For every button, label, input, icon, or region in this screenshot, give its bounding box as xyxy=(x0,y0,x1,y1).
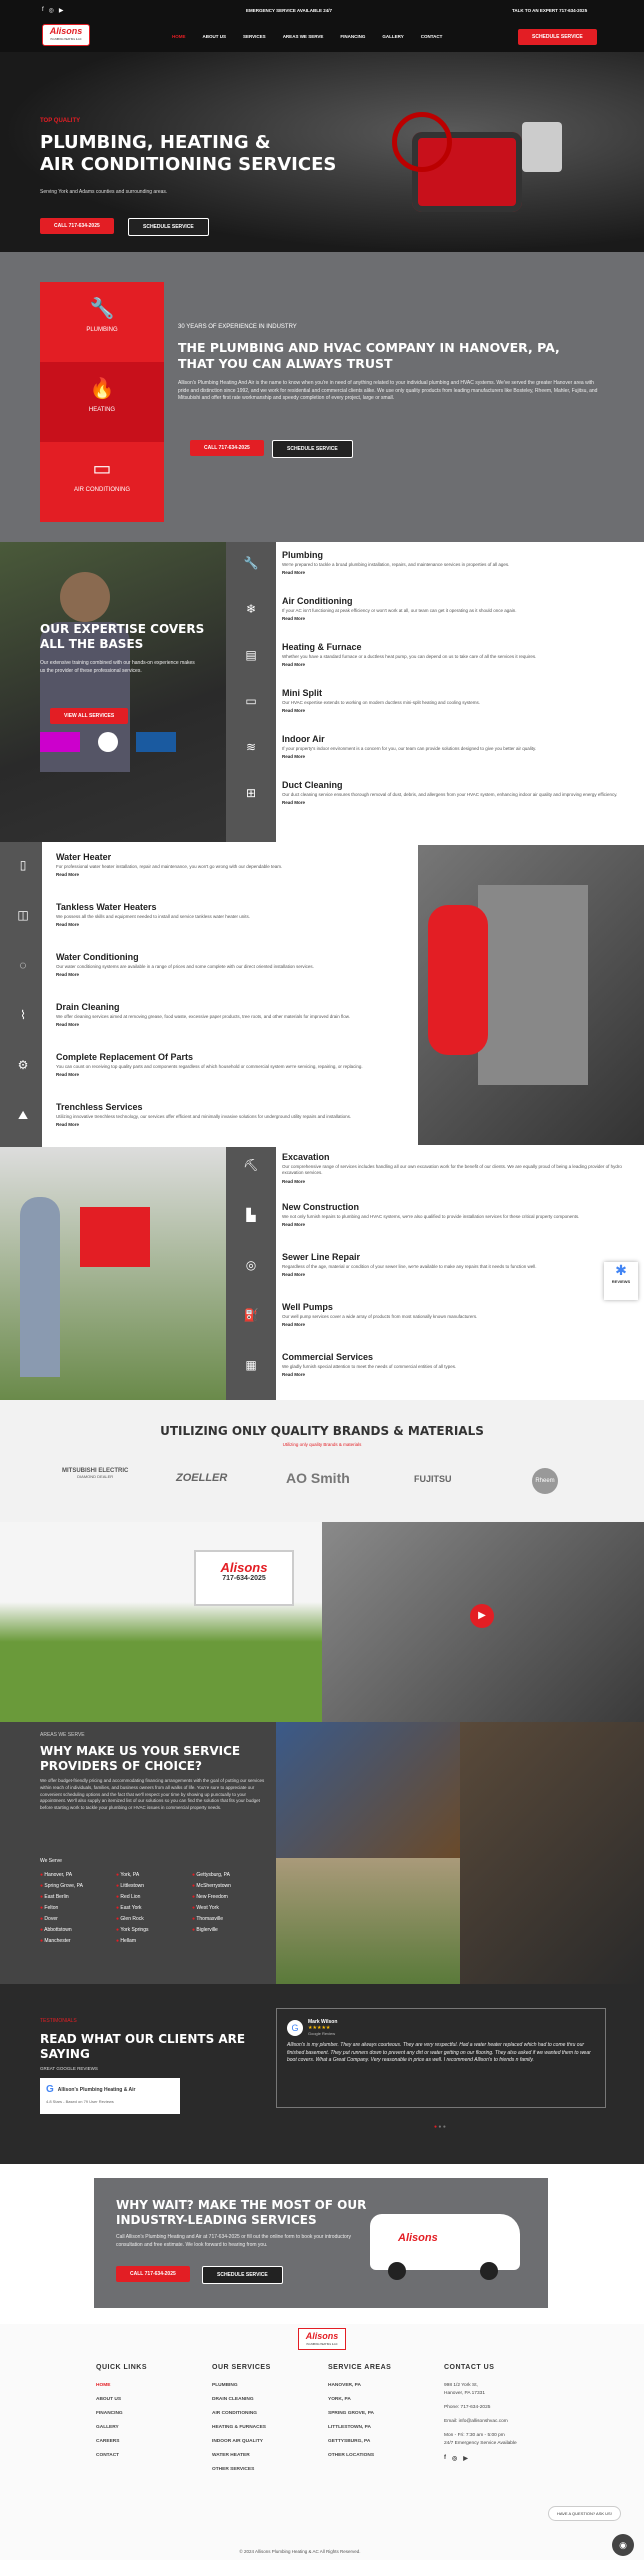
service-desc: For professional water heater installation, repair and maintenance, you won't go wrong with our dependable team. xyxy=(56,864,283,869)
service-item xyxy=(282,688,632,713)
footer-logo[interactable]: Alisons PLUMBING HEATING & AC xyxy=(298,2328,346,2350)
read-more-link[interactable]: Read More xyxy=(282,1272,306,1278)
read-more-link[interactable]: Read More xyxy=(282,754,306,760)
google-logo-icon: G xyxy=(46,2084,54,2095)
service-title[interactable]: Heating & Furnace xyxy=(282,642,362,652)
list-item[interactable]: AIR CONDITIONING xyxy=(212,2411,258,2416)
service-desc: Whether you have a standard furnace or a ductless heat pump, you can depend on us to take care of all the services it requires. xyxy=(282,654,537,659)
cta-title: WHY WAIT? MAKE THE MOST OF OUR INDUSTRY-LEADING SERVICES xyxy=(116,2198,367,2227)
furnace-icon: ▤ xyxy=(245,648,257,662)
flame-icon: 🔥 xyxy=(89,378,115,400)
site-header xyxy=(0,0,644,52)
main-nav xyxy=(172,34,442,39)
service-item xyxy=(282,1202,632,1227)
service-desc: Our duct cleaning service ensures thorough removal of dust, debris, and allergens from your HVAC system, enhancing indoor air quality and improving energy efficiency. xyxy=(282,792,618,797)
reviewer-avatar: G xyxy=(287,2020,303,2036)
review-card: G Mark Wilson ★★★★★ Google Review Allison's is my plumber. They are always courteous. They are very respectful. Had a water heater replaced which had to come thru our finished basement. They put runners down to prevent any dirt or water getting on our flooring. They also asked if we wanted them to wear boot covers. What a Great Company. Very reasonable in price as well. I recommend Allison's to friends n family. xyxy=(276,2008,606,2108)
read-more-link[interactable]: Read More xyxy=(56,972,80,978)
service-title[interactable]: Indoor Air xyxy=(282,734,325,744)
list-item[interactable]: INDOOR AIR QUALITY xyxy=(212,2439,263,2444)
facebook-icon[interactable]: f xyxy=(444,2455,446,2461)
expertise-photo xyxy=(0,542,226,842)
list-item: ● Thomasville xyxy=(192,1916,231,1922)
trust-body: Allison's Plumbing Heating And Air is the name to know when you're in need of anything related to your individual plumbing and HVAC systems. We've served the greater Hanover area with pride and distinction since 1992, and we work for residential and commercial clients alike. We use only quality products from leading manufacturers like Bosteley, Rheem, Mahler, Fujitsu, and Mitsubishi and offer first rate workmanship and speedy completion of every project, large or small. xyxy=(178,380,598,401)
emergency-text: EMERGENCY SERVICE AVAILABLE 24/7 xyxy=(246,8,333,13)
trust-section xyxy=(0,252,644,542)
list-item: ● East Berlin xyxy=(40,1894,83,1900)
service-desc: Our well pump services cover a wide array of products from most nationally known manufacturers. xyxy=(282,1314,478,1319)
service-item xyxy=(56,952,406,977)
tankless-icon: ◫ xyxy=(17,908,29,922)
list-item[interactable]: LITTLESTOWN, PA xyxy=(328,2425,371,2430)
list-item: ● Glen Rock xyxy=(116,1916,149,1922)
service-title[interactable]: Sewer Line Repair xyxy=(282,1252,361,1262)
expertise-body: Our extensive training combined with our hands-on experience makes us the provider of these professional services. xyxy=(40,660,195,674)
facebook-icon[interactable]: f xyxy=(42,7,44,13)
list-item[interactable]: CONTACT xyxy=(96,2453,120,2458)
list-item[interactable]: YORK, PA xyxy=(328,2397,351,2402)
service-desc: You can count on receiving top quality parts and components regardless of which household or commercial system we're servicing, repairing, or replacing. xyxy=(56,1064,363,1069)
star-rating-icon: ★★★★★ xyxy=(308,2025,331,2031)
list-item: ● Gettysburg, PA xyxy=(192,1872,231,1878)
list-item: ● Red Lion xyxy=(116,1894,149,1900)
sign-photo: Alisons 717-634-2025 xyxy=(0,1522,322,1722)
pipe-worker-photo xyxy=(276,1722,460,1858)
hero-title: PLUMBING, HEATING & AIR CONDITIONING SERVICES xyxy=(40,132,337,175)
social-icons xyxy=(42,7,64,14)
review-text: Allison's is my plumber. They are always courteous. They are very respectful. Had a water heater replaced which had to come thru our finished basement. They put runners down to prevent any dirt or water getting on our flooring. They also asked if we wanted them to wear boot covers. What a Great Company. Very reasonable in price as well. I recommend Allison's to friends n family. xyxy=(287,2042,591,2063)
service-desc: Our comprehensive range of services includes handling all our own excavation work for the benefit of our clients. We are equally proud of being a leading provider of hydro excavation services. xyxy=(282,1164,622,1176)
service-item xyxy=(56,852,406,877)
service-title[interactable]: Complete Replacement Of Parts xyxy=(56,1052,194,1062)
nav-gallery[interactable]: GALLERY xyxy=(382,34,404,39)
service-card-plumbing[interactable]: 🔧 PLUMBING xyxy=(40,282,164,362)
ac-unit-icon: ▭ xyxy=(92,458,112,480)
hero-eyebrow: TOP QUALITY xyxy=(40,118,81,124)
list-item: ● Hanover, PA xyxy=(40,1872,83,1878)
talk-expert-link[interactable]: TALK TO AN EXPERT 717-634-2025 xyxy=(512,8,588,13)
service-title[interactable]: Plumbing xyxy=(282,550,323,560)
service-card-ac[interactable]: ▭ AIR CONDITIONING xyxy=(40,442,164,522)
reviews-badge[interactable]: ✱ REVIEWS xyxy=(604,1262,638,1300)
logo[interactable]: Alisons PLUMBING HEATING & AC xyxy=(42,24,90,46)
read-more-link[interactable]: Read More xyxy=(282,662,306,668)
water-drop-icon: ◌ xyxy=(19,958,27,972)
instagram-icon[interactable]: ◎ xyxy=(452,2456,458,2462)
testimonials-title: READ WHAT OUR CLIENTS ARE SAYING xyxy=(40,2032,246,2061)
hero-schedule-button[interactable]: SCHEDULE SERVICE xyxy=(128,218,209,236)
list-item: ● Felton xyxy=(40,1905,83,1911)
service-desc: Utilizing innovative trenchless technology, our services offer efficient and minimally invasive solutions for underground utility repairs and installations. xyxy=(56,1114,352,1119)
list-item[interactable]: CAREERS xyxy=(96,2439,120,2444)
read-more-link[interactable]: Read More xyxy=(56,1122,80,1128)
carousel-dots[interactable]: ● ● ● xyxy=(434,2124,446,2130)
wrench-icon: 🔧 xyxy=(243,556,259,570)
gear-icon: ⚙ xyxy=(17,1058,29,1072)
service-desc: If your AC isn't functioning at peak efficiency or won't work at all, our team can get it operating as it should once again. xyxy=(282,608,517,613)
play-icon[interactable]: ▶ xyxy=(470,1604,494,1628)
service-title[interactable]: Drain Cleaning xyxy=(56,1002,120,1012)
read-more-link[interactable]: Read More xyxy=(282,570,306,576)
list-item: ● York Springs xyxy=(116,1927,149,1933)
brand-fujitsu: FUJITSU xyxy=(414,1474,452,1484)
service-title[interactable]: Trenchless Services xyxy=(56,1102,143,1112)
service-item xyxy=(56,1002,406,1027)
service-title[interactable]: Duct Cleaning xyxy=(282,780,343,790)
read-more-link[interactable]: Read More xyxy=(56,1022,80,1028)
list-item[interactable]: OTHER LOCATIONS xyxy=(328,2453,375,2458)
list-item: ● Spring Grove, PA xyxy=(40,1883,83,1889)
award-badge-icon xyxy=(40,732,80,752)
brands-title: UTILIZING ONLY QUALITY BRANDS & MATERIALS xyxy=(160,1424,484,1438)
list-item: ● McSherrystown xyxy=(192,1883,231,1889)
list-item: ● Manchester xyxy=(40,1938,83,1944)
brand-mitsubishi: MITSUBISHI ELECTRIC DIAMOND DEALER xyxy=(62,1468,129,1479)
nav-services[interactable]: SERVICES xyxy=(243,34,266,39)
service-desc: We possess all the skills and equipment needed to install and service tankless water heater units. xyxy=(56,914,251,919)
service-title[interactable]: Water Heater xyxy=(56,852,112,862)
read-more-link[interactable]: Read More xyxy=(56,1072,80,1078)
service-item xyxy=(56,902,406,927)
read-more-link[interactable]: Read More xyxy=(282,708,306,714)
testimonials-eyebrow: TESTIMONIALS xyxy=(40,2018,77,2024)
service-card-heating[interactable]: 🔥 HEATING xyxy=(40,362,164,442)
service-desc: We offer cleaning services aimed at removing grease, food waste, excessive paper products, tree roots, and other materials for improved drain flow. xyxy=(56,1014,350,1019)
bearded-worker-photo xyxy=(460,1722,644,1984)
ac-icon: ❄ xyxy=(245,602,257,616)
service-item xyxy=(56,1052,406,1077)
cta-schedule-button[interactable]: SCHEDULE SERVICE xyxy=(202,2266,283,2284)
footer xyxy=(0,2324,644,2560)
hero-subtitle: Serving York and Adams counties and surrounding areas. xyxy=(40,189,168,195)
pump-icon: ⛽ xyxy=(243,1308,259,1322)
list-item: ● West York xyxy=(192,1905,231,1911)
google-rating-card[interactable]: G Allison's Plumbing Heating & Air 4.8 Stars - Based on 79 User Reviews xyxy=(40,2078,180,2114)
building-icon: ▦ xyxy=(245,1358,257,1372)
list-item[interactable]: GETTYSBURG, PA xyxy=(328,2439,371,2444)
service-title[interactable]: Tankless Water Heaters xyxy=(56,902,157,912)
read-more-link[interactable]: Read More xyxy=(282,1178,306,1184)
service-item xyxy=(282,1352,632,1377)
testimonials-sub: GREAT GOOGLE REVIEWS xyxy=(40,2066,98,2071)
list-item[interactable]: ABOUT US xyxy=(96,2397,122,2402)
list-item[interactable]: DRAIN CLEANING xyxy=(212,2397,254,2402)
service-item xyxy=(282,780,632,805)
trust-schedule-button[interactable]: SCHEDULE SERVICE xyxy=(272,440,353,458)
service-item xyxy=(282,642,632,667)
service-title[interactable]: Mini Split xyxy=(282,688,322,698)
list-item[interactable]: OTHER SERVICES xyxy=(212,2467,255,2472)
footer-areas: SERVICE AREAS HANOVER, PA YORK, PA SPRING GROVE, PA LITTLESTOWN, PA GETTYSBURG, PA OTHER LOCATIONS xyxy=(328,2364,392,2458)
list-item[interactable]: HEATING & FURNACES xyxy=(212,2425,267,2430)
google-icon: ✱ xyxy=(615,1262,627,1278)
read-more-link[interactable]: Read More xyxy=(282,616,306,622)
water-heater-icon: ▯ xyxy=(19,858,27,872)
read-more-link[interactable]: Read More xyxy=(282,1322,306,1328)
brand-rheem: Rheem xyxy=(532,1468,558,1494)
duct-icon: ⊞ xyxy=(245,786,257,800)
read-more-link[interactable]: Read More xyxy=(282,1372,306,1378)
cta-box xyxy=(94,2178,548,2308)
brand-aosmith: AO Smith xyxy=(286,1470,350,1486)
view-all-services-button[interactable]: VIEW ALL SERVICES xyxy=(50,708,128,724)
hero-call-button[interactable]: CALL 717-634-2025 xyxy=(40,218,114,234)
service-desc: Regardless of the age, material or condition of your sewer line, we're available to make any repairs that it needs to function well. xyxy=(282,1264,537,1269)
service-desc: If your property's indoor environment is a concern for you, our team can provide solutions designed to give you better air quality. xyxy=(282,746,537,751)
construction-icon: ▙ xyxy=(246,1208,256,1222)
list-item[interactable]: FINANCING xyxy=(96,2411,123,2416)
list-item[interactable]: WATER HEATER xyxy=(212,2453,250,2458)
list-item: ● York, PA xyxy=(116,1872,149,1878)
list-item: ● Abbottstown xyxy=(40,1927,83,1933)
list-item[interactable]: SPRING GROVE, PA xyxy=(328,2411,375,2416)
list-item: ● Biglerville xyxy=(192,1927,231,1933)
service-item xyxy=(56,1102,406,1127)
footer-services: OUR SERVICES PLUMBING DRAIN CLEANING AIR CONDITIONING HEATING & FURNACES INDOOR AIR QUALITY WATER HEATER OTHER SERVICES xyxy=(212,2364,271,2472)
service-item xyxy=(282,734,632,759)
testimonials-section xyxy=(0,1984,644,2164)
service-title[interactable]: Commercial Services xyxy=(282,1352,374,1362)
trust-eyebrow: 30 YEARS OF EXPERIENCE IN INDUSTRY xyxy=(178,324,297,330)
list-item[interactable]: GALLERY xyxy=(96,2425,119,2430)
list-item[interactable]: HOME xyxy=(96,2383,111,2388)
read-more-link[interactable]: Read More xyxy=(56,922,80,928)
nav-areas[interactable]: AREAS WE SERVE xyxy=(282,34,324,39)
list-item: ● New Freedom xyxy=(192,1894,231,1900)
service-desc: Our HVAC expertise extends to working on modern ductless mini-split heating and cooling systems. xyxy=(282,700,481,705)
areas-col-1 xyxy=(40,1872,83,1949)
list-item[interactable]: HANOVER, PA xyxy=(328,2383,361,2388)
service-item xyxy=(282,1302,632,1327)
trust-call-button[interactable]: CALL 717-634-2025 xyxy=(190,440,264,456)
chat-question-button[interactable]: HAVE A QUESTION? ASK US! xyxy=(548,2506,621,2521)
technician-photo xyxy=(418,845,644,1145)
read-more-link[interactable]: Read More xyxy=(56,872,80,878)
hero-section xyxy=(0,52,644,252)
cta-body: Call Allison's Plumbing Heating and Air at 717-634-2025 or fill out the online form to book your introductory consultation and free estimate. We look forward to hearing from you. xyxy=(116,2234,351,2248)
list-item[interactable]: PLUMBING xyxy=(212,2383,238,2388)
areas-col-3 xyxy=(192,1872,231,1938)
service-desc: We gladly furnish special attention to meet the needs of commercial entities of all types. xyxy=(282,1364,457,1369)
nav-financing[interactable]: FINANCING xyxy=(340,34,366,39)
footer-contact: CONTACT US 998 1/2 York St, Hanover, PA 17331 Phone: 717-634-2025 Email: info@allisonshvac.com Mon - Fri: 7:30 am - 5:00 pm 24/7 Emergency Service Available f ◎ ▶ xyxy=(444,2364,517,2462)
sewer-icon: ◎ xyxy=(245,1258,257,1272)
schedule-service-button[interactable]: SCHEDULE SERVICE xyxy=(518,29,597,45)
read-more-link[interactable]: Read More xyxy=(282,800,306,806)
drain-icon: ⌇ xyxy=(20,1008,26,1022)
expertise-title: OUR EXPERTISE COVERS ALL THE BASES xyxy=(40,622,205,651)
instagram-icon[interactable]: ◎ xyxy=(48,8,54,14)
video-photo[interactable] xyxy=(322,1522,644,1722)
service-desc: We're prepared to tackle a broad plumbing installation, repairs, and maintenance services in properties of all ages. xyxy=(282,562,510,567)
service-desc: We not only furnish repairs to plumbing and HVAC systems, we're also qualified to provide installation services for these critical property components. xyxy=(282,1214,580,1219)
list-item: ● Hellam xyxy=(116,1938,149,1944)
chat-icon[interactable]: ◉ xyxy=(612,2534,634,2556)
read-more-link[interactable]: Read More xyxy=(282,1222,306,1228)
youtube-icon[interactable]: ▶ xyxy=(58,8,64,14)
service-item xyxy=(282,550,632,575)
wrench-icon: 🔧 xyxy=(89,298,115,320)
youtube-icon[interactable]: ▶ xyxy=(463,2456,468,2462)
service-title[interactable]: Air Conditioning xyxy=(282,596,353,606)
nav-contact[interactable]: CONTACT xyxy=(420,34,443,39)
areas-title: WHY MAKE US YOUR SERVICE PROVIDERS OF CHOICE? xyxy=(40,1744,241,1773)
service-van: Alisons xyxy=(370,2204,530,2284)
service-item xyxy=(282,596,632,621)
list-item: ● Littlestown xyxy=(116,1883,149,1889)
excavation-photo xyxy=(0,1147,226,1400)
brands-section xyxy=(0,1400,644,1522)
service-title[interactable]: Excavation xyxy=(282,1152,330,1162)
excavator-icon: ⛏ xyxy=(243,1158,259,1172)
nav-about[interactable]: ABOUT US xyxy=(202,34,226,39)
brands-subtitle: Utilizing only quality Brands & materials xyxy=(282,1442,362,1447)
areas-body: We offer budget-friendly pricing and accommodating financing arrangements with the goal of putting our services within reach of individuals, families, and business owners from all walks of life. You're sure to appreciate our convenient scheduling options and the fact that we'll respect your time by showing up punctually to your appointment. We'll also supply an itemized list of our solutions so you can find the solution that fits your budget before starting work to tackle your plumbing or HVAC issues in commercial property needs. xyxy=(40,1778,265,1810)
service-item xyxy=(282,1252,632,1277)
areas-eyebrow: AREAS WE SERVE xyxy=(40,1732,85,1738)
equipment-image xyxy=(372,92,582,232)
trust-title: THE PLUMBING AND HVAC COMPANY IN HANOVER, PA, THAT YOU CAN ALWAYS TRUST xyxy=(178,340,560,371)
dig-worker-photo xyxy=(276,1858,460,1984)
list-item: ● East York xyxy=(116,1905,149,1911)
seal-badge-icon xyxy=(98,732,118,752)
list-item: ● Dover xyxy=(40,1916,83,1922)
areas-col-2 xyxy=(116,1872,149,1949)
bbb-badge-icon xyxy=(136,732,176,752)
service-title[interactable]: Water Conditioning xyxy=(56,952,139,962)
nav-home[interactable]: HOME xyxy=(172,34,186,39)
cta-call-button[interactable]: CALL 717-634-2025 xyxy=(116,2266,190,2282)
service-title[interactable]: New Construction xyxy=(282,1202,360,1212)
badges xyxy=(40,732,176,752)
minisplit-icon: ▭ xyxy=(245,694,257,708)
brand-zoeller: ZOELLER xyxy=(176,1472,228,1484)
we-serve-label: We Serve xyxy=(40,1858,62,1864)
trenchless-icon: ⛰ xyxy=(17,1107,29,1122)
service-title[interactable]: Well Pumps xyxy=(282,1302,333,1312)
footer-quick-links: QUICK LINKS HOME ABOUT US FINANCING GALLERY CAREERS CONTACT xyxy=(96,2364,147,2458)
heat-icon: ≋ xyxy=(245,740,257,754)
service-item xyxy=(282,1152,632,1184)
service-desc: Our water conditioning systems are available in a range of prices and some complete with our direct oriented installation services. xyxy=(56,964,314,969)
copyright-bar: © 2024 Allisons Plumbing Heating & AC All Rights Reserved. xyxy=(239,2549,361,2554)
